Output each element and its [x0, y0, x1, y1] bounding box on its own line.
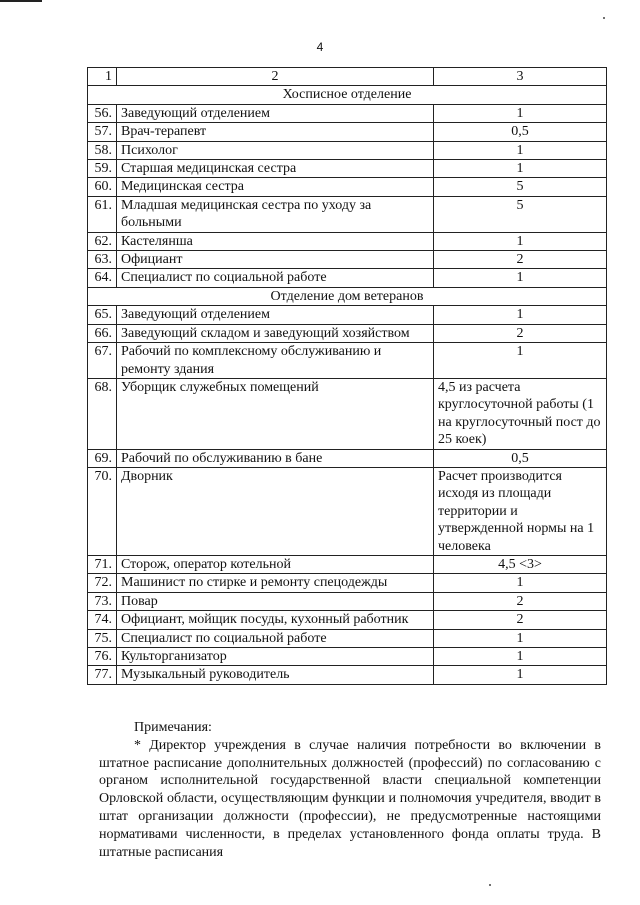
row-number: 69.	[88, 449, 117, 467]
staff-count: 1	[434, 648, 607, 666]
row-number: 77.	[88, 666, 117, 684]
row-number: 74.	[88, 611, 117, 629]
staff-count: 1	[434, 306, 607, 324]
row-number: 73.	[88, 592, 117, 610]
staff-count: 1	[434, 160, 607, 178]
header-cell: 3	[434, 68, 607, 86]
position-name: Уборщик служебных помещений	[117, 378, 434, 449]
section-title: Хосписное отделение	[88, 86, 607, 104]
table-row	[88, 123, 607, 141]
staff-count: 0,5	[434, 449, 607, 467]
staff-count: 2	[434, 592, 607, 610]
staffing-table	[87, 67, 607, 685]
row-number: 59.	[88, 160, 117, 178]
position-name: Медицинская сестра	[117, 178, 434, 196]
staff-count: 1	[434, 269, 607, 287]
position-name: Официант, мойщик посуды, кухонный работник	[117, 611, 434, 629]
table-row	[88, 555, 607, 573]
table-row	[88, 306, 607, 324]
position-name: Младшая медицинская сестра по уходу за больными	[117, 196, 434, 232]
scan-corner-mark	[0, 0, 42, 2]
page-number: 4	[316, 40, 324, 54]
row-number: 57.	[88, 123, 117, 141]
staff-count: 5	[434, 196, 607, 232]
staff-count: 2	[434, 251, 607, 269]
row-number: 60.	[88, 178, 117, 196]
table-row	[88, 324, 607, 342]
staff-count: 1	[434, 343, 607, 379]
row-number: 75.	[88, 629, 117, 647]
section-row	[88, 86, 607, 104]
row-number: 56.	[88, 104, 117, 122]
staff-count: 4,5 из расчета круглосуточной работы (1 на круглосуточный пост до 25 коек)	[434, 378, 607, 449]
row-number: 76.	[88, 648, 117, 666]
position-name: Дворник	[117, 467, 434, 555]
row-number: 71.	[88, 555, 117, 573]
position-name: Специалист по социальной работе	[117, 629, 434, 647]
staff-count: 1	[434, 141, 607, 159]
table-row	[88, 178, 607, 196]
position-name: Заведующий отделением	[117, 306, 434, 324]
position-name: Музыкальный руководитель	[117, 666, 434, 684]
table-row	[88, 449, 607, 467]
table-row	[88, 343, 607, 379]
row-number: 61.	[88, 196, 117, 232]
row-number: 68.	[88, 378, 117, 449]
table-row	[88, 629, 607, 647]
table-row	[88, 141, 607, 159]
table-row	[88, 232, 607, 250]
table-header-row	[88, 68, 607, 86]
table-row	[88, 378, 607, 449]
staff-count: 4,5 <3>	[434, 555, 607, 573]
position-name: Рабочий по комплексному обслуживанию и ремонту здания	[117, 343, 434, 379]
table-row	[88, 251, 607, 269]
staff-count: 1	[434, 574, 607, 592]
position-name: Старшая медицинская сестра	[117, 160, 434, 178]
staff-count: 1	[434, 232, 607, 250]
position-name: Машинист по стирке и ремонту спецодежды	[117, 574, 434, 592]
notes-block	[99, 719, 601, 861]
table-row	[88, 269, 607, 287]
row-number: 65.	[88, 306, 117, 324]
position-name: Специалист по социальной работе	[117, 269, 434, 287]
row-number: 62.	[88, 232, 117, 250]
staff-count: 1	[434, 104, 607, 122]
position-name: Кастелянша	[117, 232, 434, 250]
header-cell: 2	[117, 68, 434, 86]
position-name: Врач-терапевт	[117, 123, 434, 141]
table-row	[88, 611, 607, 629]
table-row	[88, 104, 607, 122]
staff-count: 5	[434, 178, 607, 196]
position-name: Заведующий складом и заведующий хозяйством	[117, 324, 434, 342]
table-row	[88, 574, 607, 592]
row-number: 67.	[88, 343, 117, 379]
position-name: Официант	[117, 251, 434, 269]
position-name: Сторож, оператор котельной	[117, 555, 434, 573]
table-row	[88, 196, 607, 232]
scan-speck	[489, 884, 491, 886]
row-number: 66.	[88, 324, 117, 342]
row-number: 63.	[88, 251, 117, 269]
position-name: Рабочий по обслуживанию в бане	[117, 449, 434, 467]
staff-count: Расчет производится исходя из площади территории и утвержденной нормы на 1 человека	[434, 467, 607, 555]
notes-title: Примечания:	[134, 720, 212, 735]
staff-count: 1	[434, 629, 607, 647]
position-name: Психолог	[117, 141, 434, 159]
staff-count: 0,5	[434, 123, 607, 141]
header-cell: 1	[88, 68, 117, 86]
staff-count: 1	[434, 666, 607, 684]
section-row	[88, 287, 607, 305]
position-name: Культорганизатор	[117, 648, 434, 666]
staff-count: 2	[434, 324, 607, 342]
row-number: 64.	[88, 269, 117, 287]
table-row	[88, 592, 607, 610]
section-title: Отделение дом ветеранов	[88, 287, 607, 305]
staff-count: 2	[434, 611, 607, 629]
row-number: 58.	[88, 141, 117, 159]
position-name: Повар	[117, 592, 434, 610]
table-row	[88, 160, 607, 178]
notes-text: * Директор учреждения в случае наличия потребности во включении в штатное расписание дополнительных должностей (профессий) по согласованию с органом исполнительной государственной власти специальной компетенции Орловской области, осуществляющим функции и полномочия учредителя, вводит в штат организации должности (профессии), не предусмотренные настоящими нормативами численности, в пределах установленного фонда оплаты труда. В штатные расписания	[99, 737, 601, 860]
row-number: 72.	[88, 574, 117, 592]
scan-speck	[603, 17, 605, 19]
table-row	[88, 648, 607, 666]
position-name: Заведующий отделением	[117, 104, 434, 122]
table-row	[88, 666, 607, 684]
row-number: 70.	[88, 467, 117, 555]
table-row	[88, 467, 607, 555]
